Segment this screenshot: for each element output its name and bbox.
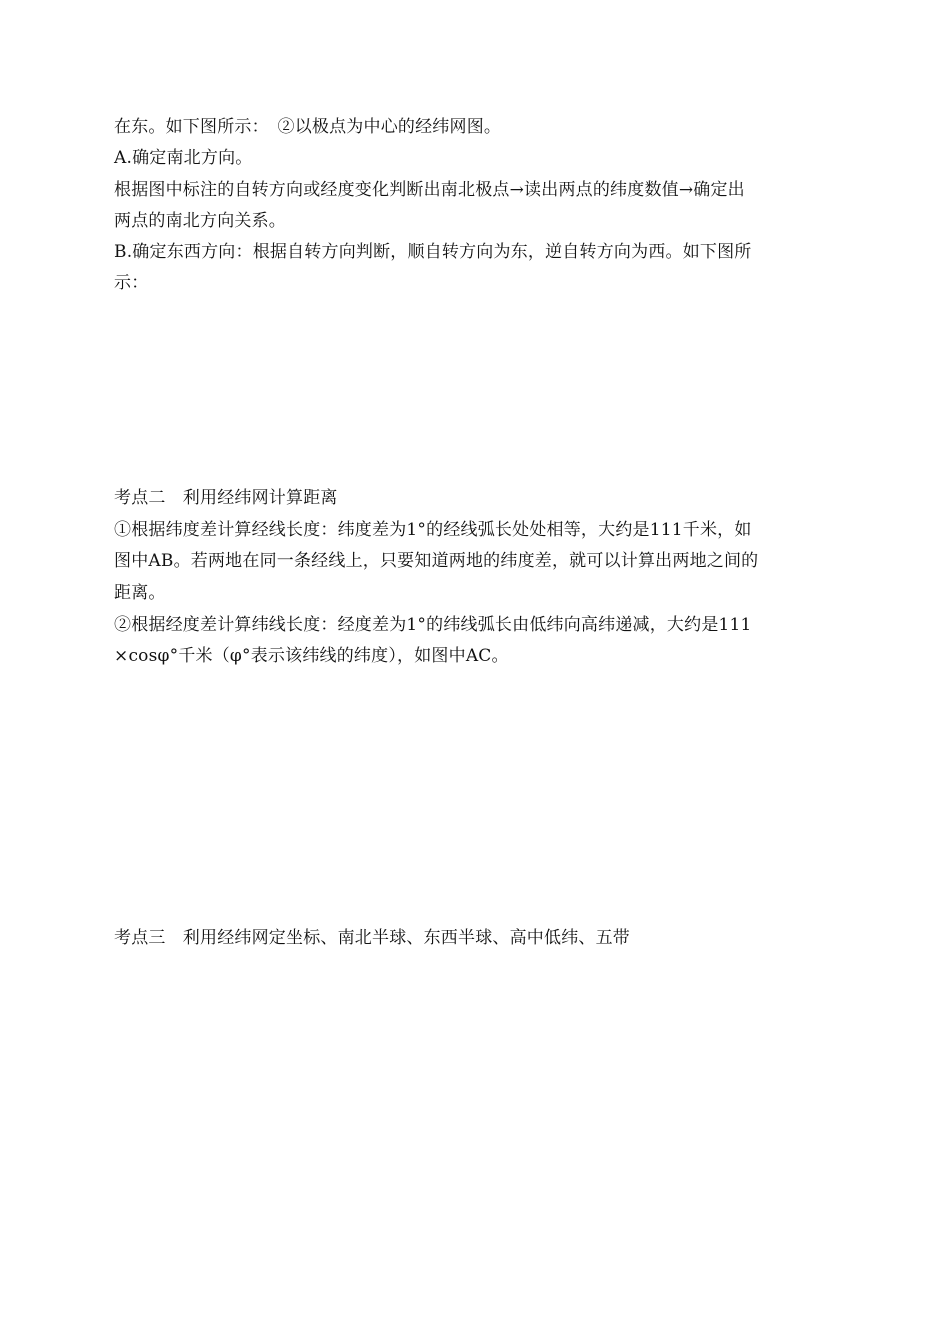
- paragraph-line: 在东。如下图所示： ②以极点为中心的经纬网图。: [114, 117, 502, 137]
- paragraph-line: 距离。: [114, 583, 166, 603]
- section-heading: 考点二 利用经纬网计算距离: [114, 488, 338, 508]
- paragraph-line: ①根据纬度差计算经线长度：纬度差为1°的经线弧长处处相等，大约是111千米，如: [114, 520, 752, 540]
- paragraph-line: 示：: [114, 273, 149, 293]
- section-heading: 考点三 利用经纬网定坐标、南北半球、东西半球、高中低纬、五带: [114, 928, 630, 948]
- paragraph-line: ×cosφ°千米（φ°表示该纬线的纬度），如图中AC。: [114, 646, 509, 666]
- paragraph-line: 根据图中标注的自转方向或经度变化判断出南北极点→读出两点的纬度数值→确定出: [114, 180, 745, 200]
- paragraph-line: 两点的南北方向关系。: [114, 211, 286, 231]
- paragraph-line: 图中AB。若两地在同一条经线上，只要知道两地的纬度差，就可以计算出两地之间的: [114, 551, 759, 571]
- paragraph-line: A.确定南北方向。: [114, 148, 253, 168]
- paragraph-line: ②根据经度差计算纬线长度：经度差为1°的纬线弧长由低纬向高纬递减，大约是111: [114, 615, 752, 635]
- paragraph-line: B.确定东西方向：根据自转方向判断，顺自转方向为东，逆自转方向为西。如下图所: [114, 242, 752, 262]
